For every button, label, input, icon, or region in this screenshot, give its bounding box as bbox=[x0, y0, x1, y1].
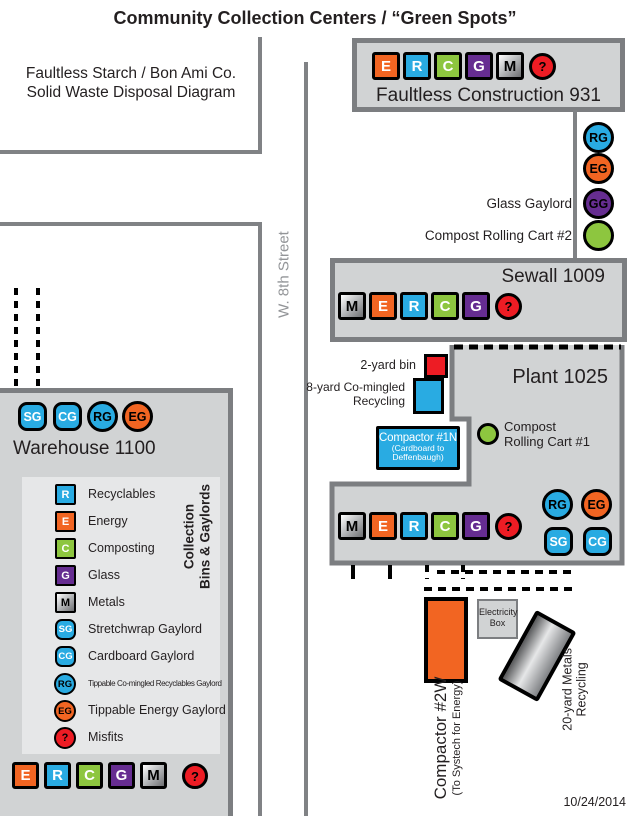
roadside-energy-gaylord-icon: EG bbox=[583, 153, 614, 184]
legend-stretchwrap-icon: SG bbox=[55, 619, 76, 640]
electricity-box-line2: Box bbox=[489, 617, 506, 628]
roadside-compost-cart-icon bbox=[583, 220, 614, 251]
eight-yard-bin-icon bbox=[413, 378, 444, 414]
legend-glass-icon: G bbox=[55, 565, 76, 586]
construction-connector-line bbox=[573, 110, 577, 258]
construction-badge-glass: G bbox=[465, 52, 493, 80]
legend-metals-icon: M bbox=[55, 592, 76, 613]
legend-misfits-label: Misfits bbox=[88, 730, 124, 744]
roadside-glass-gaylord-icon: GG bbox=[583, 188, 614, 219]
legend-title-line1: Collection bbox=[181, 503, 197, 570]
street-line-upper-horizontal bbox=[0, 150, 262, 154]
compost-cart2-label: Compost Rolling Cart #2 bbox=[424, 228, 572, 243]
legend-rg-label: Tippable Co-mingled Recyclables Gaylord bbox=[88, 679, 222, 688]
legend-rg-icon: RG bbox=[54, 673, 76, 695]
compost-cart1-icon bbox=[477, 423, 499, 445]
boundary-dash-upper bbox=[437, 570, 575, 574]
diagram-subtitle bbox=[0, 64, 262, 103]
plant-stretchwrap-gaylord-icon: SG bbox=[544, 527, 573, 556]
warehouse-stretchwrap-gaylord-icon: SG bbox=[18, 402, 47, 431]
compactor-1n-title: Compactor #1N bbox=[379, 432, 457, 444]
sewall-badge-metals: M bbox=[338, 292, 366, 320]
plant-badge-recyclables: R bbox=[400, 512, 428, 540]
warehouse-energy-gaylord-icon: EG bbox=[122, 401, 153, 432]
two-yard-bin-label: 2-yard bin bbox=[360, 358, 416, 372]
sewall-badge-recyclables: R bbox=[400, 292, 428, 320]
legend-eg-label: Tippable Energy Gaylord bbox=[88, 703, 226, 717]
legend-energy-icon: E bbox=[55, 511, 76, 532]
compactor-2w-icon bbox=[424, 597, 468, 683]
legend-composting-label: Composting bbox=[88, 541, 155, 555]
warehouse-dashed-line-2 bbox=[36, 288, 40, 386]
dock-tick-1 bbox=[351, 565, 355, 579]
legend-cardboard-icon: CG bbox=[55, 646, 76, 667]
plant-badge-misfits: ? bbox=[495, 513, 522, 540]
legend-metals-label: Metals bbox=[88, 595, 125, 609]
compactor-1n bbox=[376, 426, 460, 470]
sewall-label: Sewall 1009 bbox=[501, 266, 605, 287]
eight-yard-label-line1: 8-yard Co-mingled bbox=[306, 380, 405, 394]
subtitle-line-1: Faultless Starch / Bon Ami Co. bbox=[25, 65, 237, 82]
legend-stretchwrap-label: Stretchwrap Gaylord bbox=[88, 622, 202, 636]
warehouse-badge-glass: G bbox=[108, 762, 135, 789]
sewall-badge-composting: C bbox=[431, 292, 459, 320]
legend-eg-icon: EG bbox=[54, 700, 76, 722]
construction-badge-metals: M bbox=[496, 52, 524, 80]
electricity-box-line1: Electricity bbox=[479, 607, 518, 617]
warehouse-badge-energy: E bbox=[12, 762, 39, 789]
metals-label-line2: Recycling bbox=[575, 662, 589, 717]
street-line-east-edge bbox=[304, 62, 308, 816]
compactor-1n-sub2: Deffenbaugh) bbox=[392, 452, 444, 463]
warehouse-badge-recyclables: R bbox=[44, 762, 71, 789]
construction-badge-energy: E bbox=[372, 52, 400, 80]
warehouse-badge-misfits: ? bbox=[182, 763, 208, 789]
warehouse-badge-metals: M bbox=[140, 762, 167, 789]
warehouse-cardboard-gaylord-icon: CG bbox=[53, 402, 82, 431]
metals-label-line1: 20-yard Metals bbox=[560, 648, 575, 731]
construction-badge-recyclables: R bbox=[403, 52, 431, 80]
dock-dash-1 bbox=[425, 565, 429, 579]
date-stamp: 10/24/2014 bbox=[563, 795, 626, 809]
legend-misfits-icon: ? bbox=[54, 727, 76, 749]
dock-tick-2 bbox=[388, 565, 392, 579]
plant-recyclables-gaylord-icon: RG bbox=[542, 489, 573, 520]
roadside-recyclables-gaylord-icon: RG bbox=[583, 122, 614, 153]
boundary-dash-lower bbox=[424, 587, 575, 591]
electricity-box bbox=[477, 599, 518, 639]
eight-yard-label-line2: Recycling bbox=[352, 394, 405, 409]
legend-energy-label: Energy bbox=[88, 514, 128, 528]
warehouse-dashed-line-1 bbox=[14, 288, 18, 386]
sewall-badge-misfits: ? bbox=[495, 293, 522, 320]
construction-label: Faultless Construction 931 bbox=[376, 85, 601, 106]
compactor-1n-sub1: (Cardboard to bbox=[391, 443, 445, 453]
warehouse-label: Warehouse 1100 bbox=[13, 438, 156, 459]
street-label: W. 8th Street bbox=[275, 231, 293, 318]
metals-container-label bbox=[561, 645, 590, 733]
compactor-2w-sub: (To Systech for Energy) bbox=[451, 680, 463, 796]
legend-title bbox=[181, 477, 212, 597]
construction-badge-misfits: ? bbox=[529, 53, 556, 80]
legend-recyclables-icon: R bbox=[55, 484, 76, 505]
legend-composting-icon: C bbox=[55, 538, 76, 559]
plant-badge-glass: G bbox=[462, 512, 490, 540]
warehouse-badge-composting: C bbox=[76, 762, 103, 789]
subtitle-line-2: Solid Waste Disposal Diagram bbox=[26, 84, 236, 102]
plant-badge-metals: M bbox=[338, 512, 366, 540]
plant-cardboard-gaylord-icon: CG bbox=[583, 527, 612, 556]
sewall-badge-glass: G bbox=[462, 292, 490, 320]
compost-cart1-label-line1: Compost bbox=[504, 419, 557, 434]
legend-glass-label: Glass bbox=[88, 568, 120, 582]
legend-cardboard-label: Cardboard Gaylord bbox=[88, 649, 195, 663]
warehouse-recyclables-gaylord-icon: RG bbox=[87, 401, 118, 432]
glass-gaylord-label: Glass Gaylord bbox=[486, 196, 572, 211]
two-yard-bin-icon bbox=[424, 354, 448, 378]
plant-badge-energy: E bbox=[369, 512, 397, 540]
construction-badge-composting: C bbox=[434, 52, 462, 80]
street-line-west-edge bbox=[258, 222, 262, 816]
street-line-lower-horizontal bbox=[0, 222, 262, 226]
plant-badge-composting: C bbox=[431, 512, 459, 540]
compactor-2w-label bbox=[431, 676, 463, 800]
legend-recyclables-label: Recyclables bbox=[88, 487, 156, 501]
compactor-2w-title: Compactor #2W bbox=[431, 676, 450, 800]
compost-cart1-label-line2: Rolling Cart #1 bbox=[504, 433, 590, 449]
plant-energy-gaylord-icon: EG bbox=[581, 489, 612, 520]
sewall-badge-energy: E bbox=[369, 292, 397, 320]
page-title: Community Collection Centers / “Green Spots” bbox=[113, 8, 517, 28]
plant-label: Plant 1025 bbox=[512, 366, 608, 388]
legend-title-line2: Bins & Gaylords bbox=[197, 484, 212, 590]
